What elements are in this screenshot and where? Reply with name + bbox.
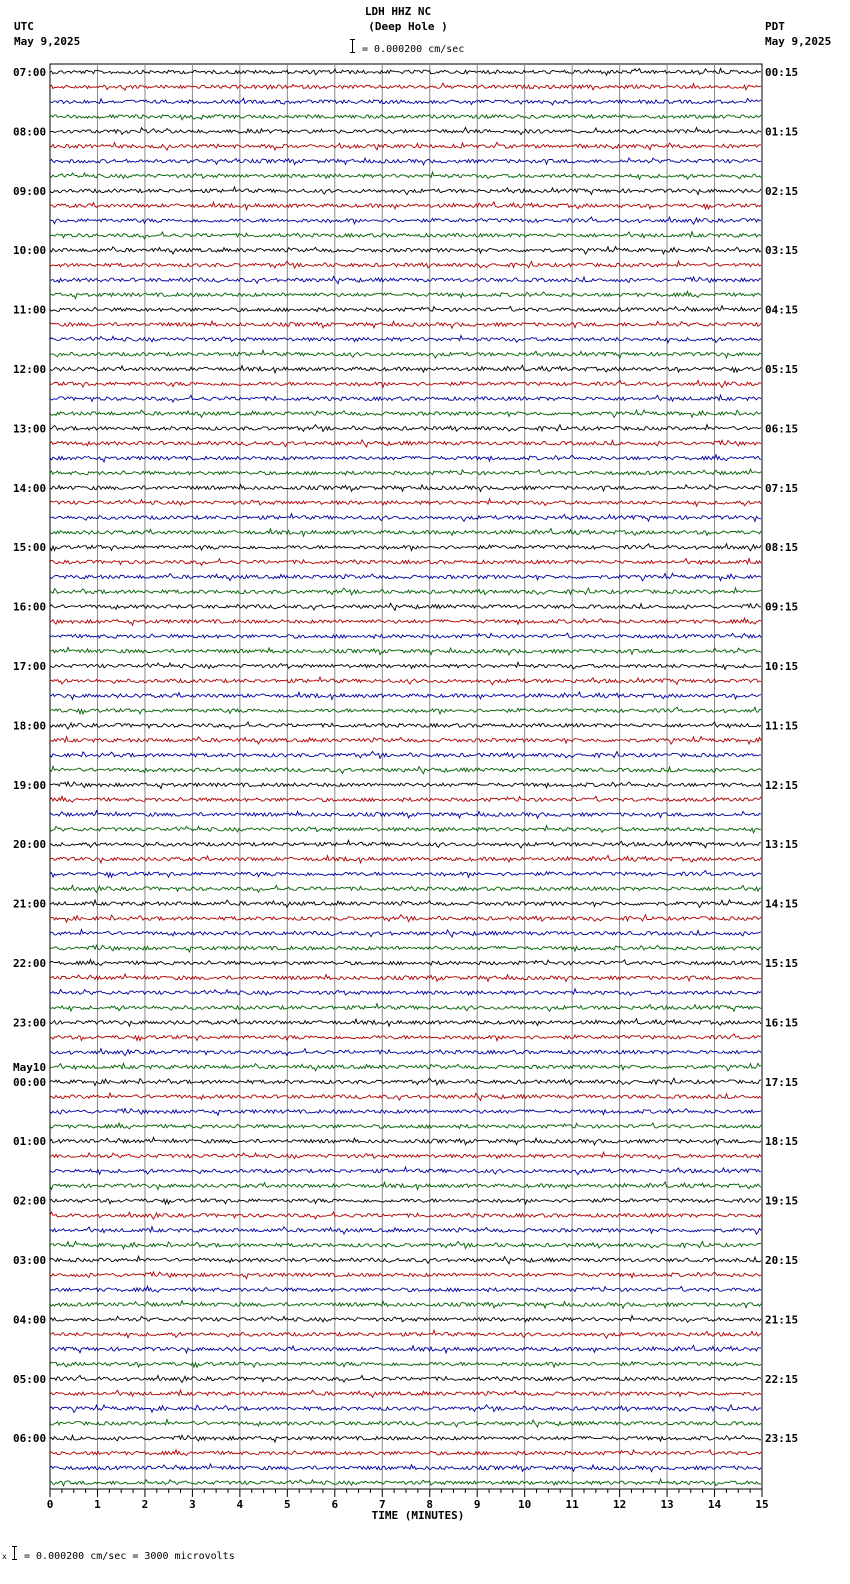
- footer-scale-bar-icon: [14, 1546, 15, 1560]
- pdt-hour-label: 11:15: [765, 719, 799, 733]
- pdt-hour-label: 16:15: [765, 1016, 799, 1030]
- pdt-hour-label: 20:15: [765, 1254, 799, 1267]
- pdt-hour-label: 04:15: [765, 303, 799, 317]
- x-tick-label: 6: [331, 1498, 339, 1511]
- seismic-trace: [50, 960, 761, 966]
- seismic-trace: [50, 1078, 761, 1085]
- seismic-trace: [50, 1123, 761, 1129]
- utc-hour-label: 16:00: [13, 600, 47, 614]
- seismic-trace: [50, 915, 761, 922]
- pdt-hour-label: 15:15: [765, 957, 799, 970]
- x-tick-label: 14: [707, 1498, 722, 1511]
- seismic-trace: [50, 855, 761, 863]
- utc-hour-label: 00:00: [13, 1075, 47, 1089]
- pdt-hour-label: 00:15: [765, 66, 799, 79]
- seismic-trace: [50, 98, 761, 105]
- pdt-hour-label: 14:15: [765, 897, 799, 911]
- seismic-trace: [50, 1212, 761, 1219]
- utc-hour-label: 21:00: [13, 897, 47, 911]
- seismic-trace: [50, 261, 761, 268]
- x-tick-label: 4: [236, 1498, 244, 1511]
- seismic-trace: [50, 1109, 761, 1116]
- seismic-trace: [50, 321, 761, 328]
- seismic-trace: [50, 440, 761, 447]
- pdt-hour-label: 19:15: [765, 1194, 799, 1208]
- seismic-trace: [50, 1464, 761, 1472]
- seismic-trace: [50, 1435, 761, 1442]
- seismic-trace: [50, 871, 761, 878]
- station-location: (Deep Hole ): [368, 20, 448, 33]
- x-tick-label: 10: [518, 1498, 532, 1511]
- seismic-trace: [50, 722, 761, 729]
- seismic-trace: [50, 782, 761, 789]
- x-tick-label: 3: [189, 1498, 196, 1511]
- x-axis-title: TIME (MINUTES): [371, 1509, 465, 1522]
- seismic-trace: [50, 1198, 761, 1204]
- seismic-trace: [50, 1019, 761, 1026]
- seismic-trace: [50, 365, 761, 373]
- seismic-trace: [50, 989, 761, 996]
- x-tick-label: 0: [46, 1498, 54, 1511]
- seismic-trace: [50, 840, 761, 848]
- pdt-hour-label: 03:15: [765, 244, 799, 258]
- seismic-trace: [50, 247, 761, 255]
- seismic-trace: [50, 544, 761, 551]
- pdt-hour-label: 21:15: [765, 1313, 799, 1327]
- seismic-trace: [50, 603, 761, 610]
- seismic-trace: [50, 499, 761, 506]
- x-tick-label: 13: [660, 1498, 674, 1511]
- seismic-trace: [50, 826, 761, 833]
- seismic-trace: [50, 1375, 761, 1382]
- seismic-trace: [50, 217, 761, 224]
- seismic-trace: [50, 1242, 761, 1249]
- seismic-trace: [50, 142, 761, 150]
- seismic-trace: [50, 737, 761, 745]
- utc-hour-label: 12:00: [13, 363, 47, 376]
- pdt-hour-label: 07:15: [765, 481, 799, 495]
- seismic-trace: [50, 662, 761, 669]
- x-tick-label: 2: [141, 1498, 149, 1511]
- seismic-trace: [50, 1137, 761, 1145]
- date-change-label: May10: [13, 1060, 47, 1074]
- seismic-trace: [50, 350, 761, 358]
- seismic-trace: [50, 1227, 761, 1235]
- utc-hour-label: 14:00: [13, 481, 47, 495]
- utc-hour-label: 01:00: [13, 1135, 47, 1149]
- x-tick-label: 15: [755, 1498, 769, 1511]
- seismic-trace: [50, 752, 761, 759]
- utc-hour-label: 06:00: [13, 1432, 47, 1446]
- seismic-trace: [50, 485, 761, 492]
- pdt-hour-label: 18:15: [765, 1135, 799, 1149]
- seismic-trace: [50, 1405, 761, 1413]
- seismic-trace: [50, 128, 761, 135]
- utc-hour-label: 07:00: [13, 66, 47, 79]
- seismic-trace: [50, 202, 761, 210]
- utc-hour-label: 17:00: [13, 660, 47, 673]
- utc-hour-label: 10:00: [13, 244, 47, 258]
- utc-hour-label: 13:00: [13, 422, 47, 436]
- seismic-trace: [50, 1152, 761, 1159]
- seismic-trace: [50, 618, 761, 625]
- right-timezone: PDT: [765, 20, 785, 33]
- x-tick-label: 11: [565, 1498, 579, 1511]
- utc-hour-label: 20:00: [13, 838, 47, 852]
- seismic-trace: [50, 1390, 761, 1397]
- station-title: LDH HHZ NC: [364, 5, 432, 18]
- seismic-trace: [50, 1093, 761, 1101]
- seismic-trace: [50, 1345, 761, 1353]
- seismic-trace: [50, 766, 761, 774]
- utc-hour-label: 09:00: [13, 184, 47, 198]
- seismic-trace: [50, 172, 761, 179]
- seismic-trace: [50, 796, 761, 802]
- seismic-trace: [50, 380, 761, 387]
- left-timezone: UTC: [14, 20, 34, 33]
- pdt-hour-label: 06:15: [765, 422, 799, 436]
- scale-label: = 0.000200 cm/sec: [362, 44, 465, 55]
- seismic-trace: [50, 291, 761, 298]
- seismic-trace: [50, 930, 761, 938]
- seismic-trace: [50, 1330, 761, 1338]
- seismic-trace: [50, 455, 761, 462]
- seismic-trace: [50, 68, 761, 75]
- utc-hour-label: 05:00: [13, 1372, 47, 1386]
- seismic-trace: [50, 395, 761, 402]
- seismic-trace: [50, 573, 761, 581]
- seismic-trace: [50, 1272, 761, 1279]
- utc-hour-label: 19:00: [13, 778, 47, 792]
- seismic-trace: [50, 1479, 761, 1486]
- pdt-hour-label: 13:15: [765, 838, 799, 852]
- seismic-trace: [50, 1316, 761, 1323]
- seismic-trace: [50, 945, 761, 952]
- pdt-hour-label: 02:15: [765, 184, 799, 198]
- pdt-hour-label: 12:15: [765, 778, 799, 792]
- left-date: May 9,2025: [14, 35, 81, 48]
- seismic-trace: [50, 677, 761, 685]
- seismic-trace: [50, 1362, 761, 1368]
- x-tick-label: 1: [94, 1498, 101, 1511]
- pdt-hour-label: 05:15: [765, 363, 799, 376]
- seismic-trace: [50, 1004, 761, 1012]
- seismic-trace: [50, 306, 761, 312]
- seismic-trace: [50, 425, 761, 432]
- seismic-trace: [50, 158, 761, 165]
- utc-hour-label: 04:00: [13, 1313, 47, 1327]
- seismic-trace: [50, 811, 761, 819]
- footer-scale-label: = 0.000200 cm/sec = 3000 microvolts: [24, 1551, 235, 1562]
- pdt-hour-label: 10:15: [765, 660, 799, 673]
- seismic-trace: [50, 187, 761, 195]
- seismic-trace: [50, 1167, 761, 1175]
- seismic-trace: [50, 514, 761, 522]
- x-tick-label: 9: [473, 1498, 481, 1511]
- pdt-hour-label: 08:15: [765, 541, 799, 555]
- pdt-hour-label: 01:15: [765, 125, 799, 139]
- seismic-trace: [50, 469, 761, 475]
- seismic-trace: [50, 974, 761, 982]
- utc-hour-label: 23:00: [13, 1016, 47, 1030]
- seismic-trace: [50, 1049, 761, 1056]
- seismic-trace: [50, 633, 761, 638]
- utc-hour-label: 08:00: [13, 125, 47, 139]
- seismic-trace: [50, 529, 761, 537]
- seismic-trace: [50, 115, 761, 120]
- seismic-trace: [50, 1034, 761, 1041]
- x-tick-label: 8: [426, 1498, 434, 1511]
- utc-hour-label: 11:00: [13, 303, 47, 317]
- pdt-hour-label: 09:15: [765, 600, 799, 614]
- utc-hour-label: 22:00: [13, 957, 47, 970]
- x-tick-label: 12: [612, 1498, 627, 1511]
- utc-hour-label: 18:00: [13, 719, 47, 733]
- seismic-trace: [50, 1063, 761, 1071]
- seismic-trace: [50, 559, 761, 566]
- seismic-trace: [50, 1450, 761, 1456]
- seismic-trace: [50, 647, 761, 655]
- pdt-hour-label: 17:15: [765, 1075, 799, 1089]
- seismic-trace: [50, 1256, 761, 1264]
- seismic-trace: [50, 410, 761, 418]
- utc-hour-label: 02:00: [13, 1194, 47, 1208]
- seismic-trace: [50, 336, 761, 343]
- seismic-trace: [50, 707, 761, 714]
- seismic-trace: [50, 83, 761, 90]
- seismic-trace: [50, 1286, 761, 1292]
- footer-marker: x: [2, 1552, 7, 1561]
- seismic-trace: [50, 1182, 761, 1190]
- seismic-trace: [50, 1301, 761, 1309]
- x-tick-label: 5: [284, 1498, 291, 1511]
- utc-hour-label: 15:00: [13, 541, 47, 555]
- seismic-trace: [50, 588, 761, 595]
- seismic-trace: [50, 885, 761, 892]
- seismic-trace: [50, 1420, 761, 1428]
- utc-hour-label: 03:00: [13, 1254, 47, 1267]
- seismic-trace: [50, 900, 761, 908]
- right-date: May 9,2025: [765, 35, 832, 48]
- seismic-trace: [50, 692, 761, 700]
- seismic-trace: [50, 277, 761, 284]
- pdt-hour-label: 22:15: [765, 1372, 799, 1386]
- seismic-trace: [50, 232, 761, 239]
- pdt-hour-label: 23:15: [765, 1432, 799, 1446]
- x-tick-label: 7: [378, 1498, 386, 1511]
